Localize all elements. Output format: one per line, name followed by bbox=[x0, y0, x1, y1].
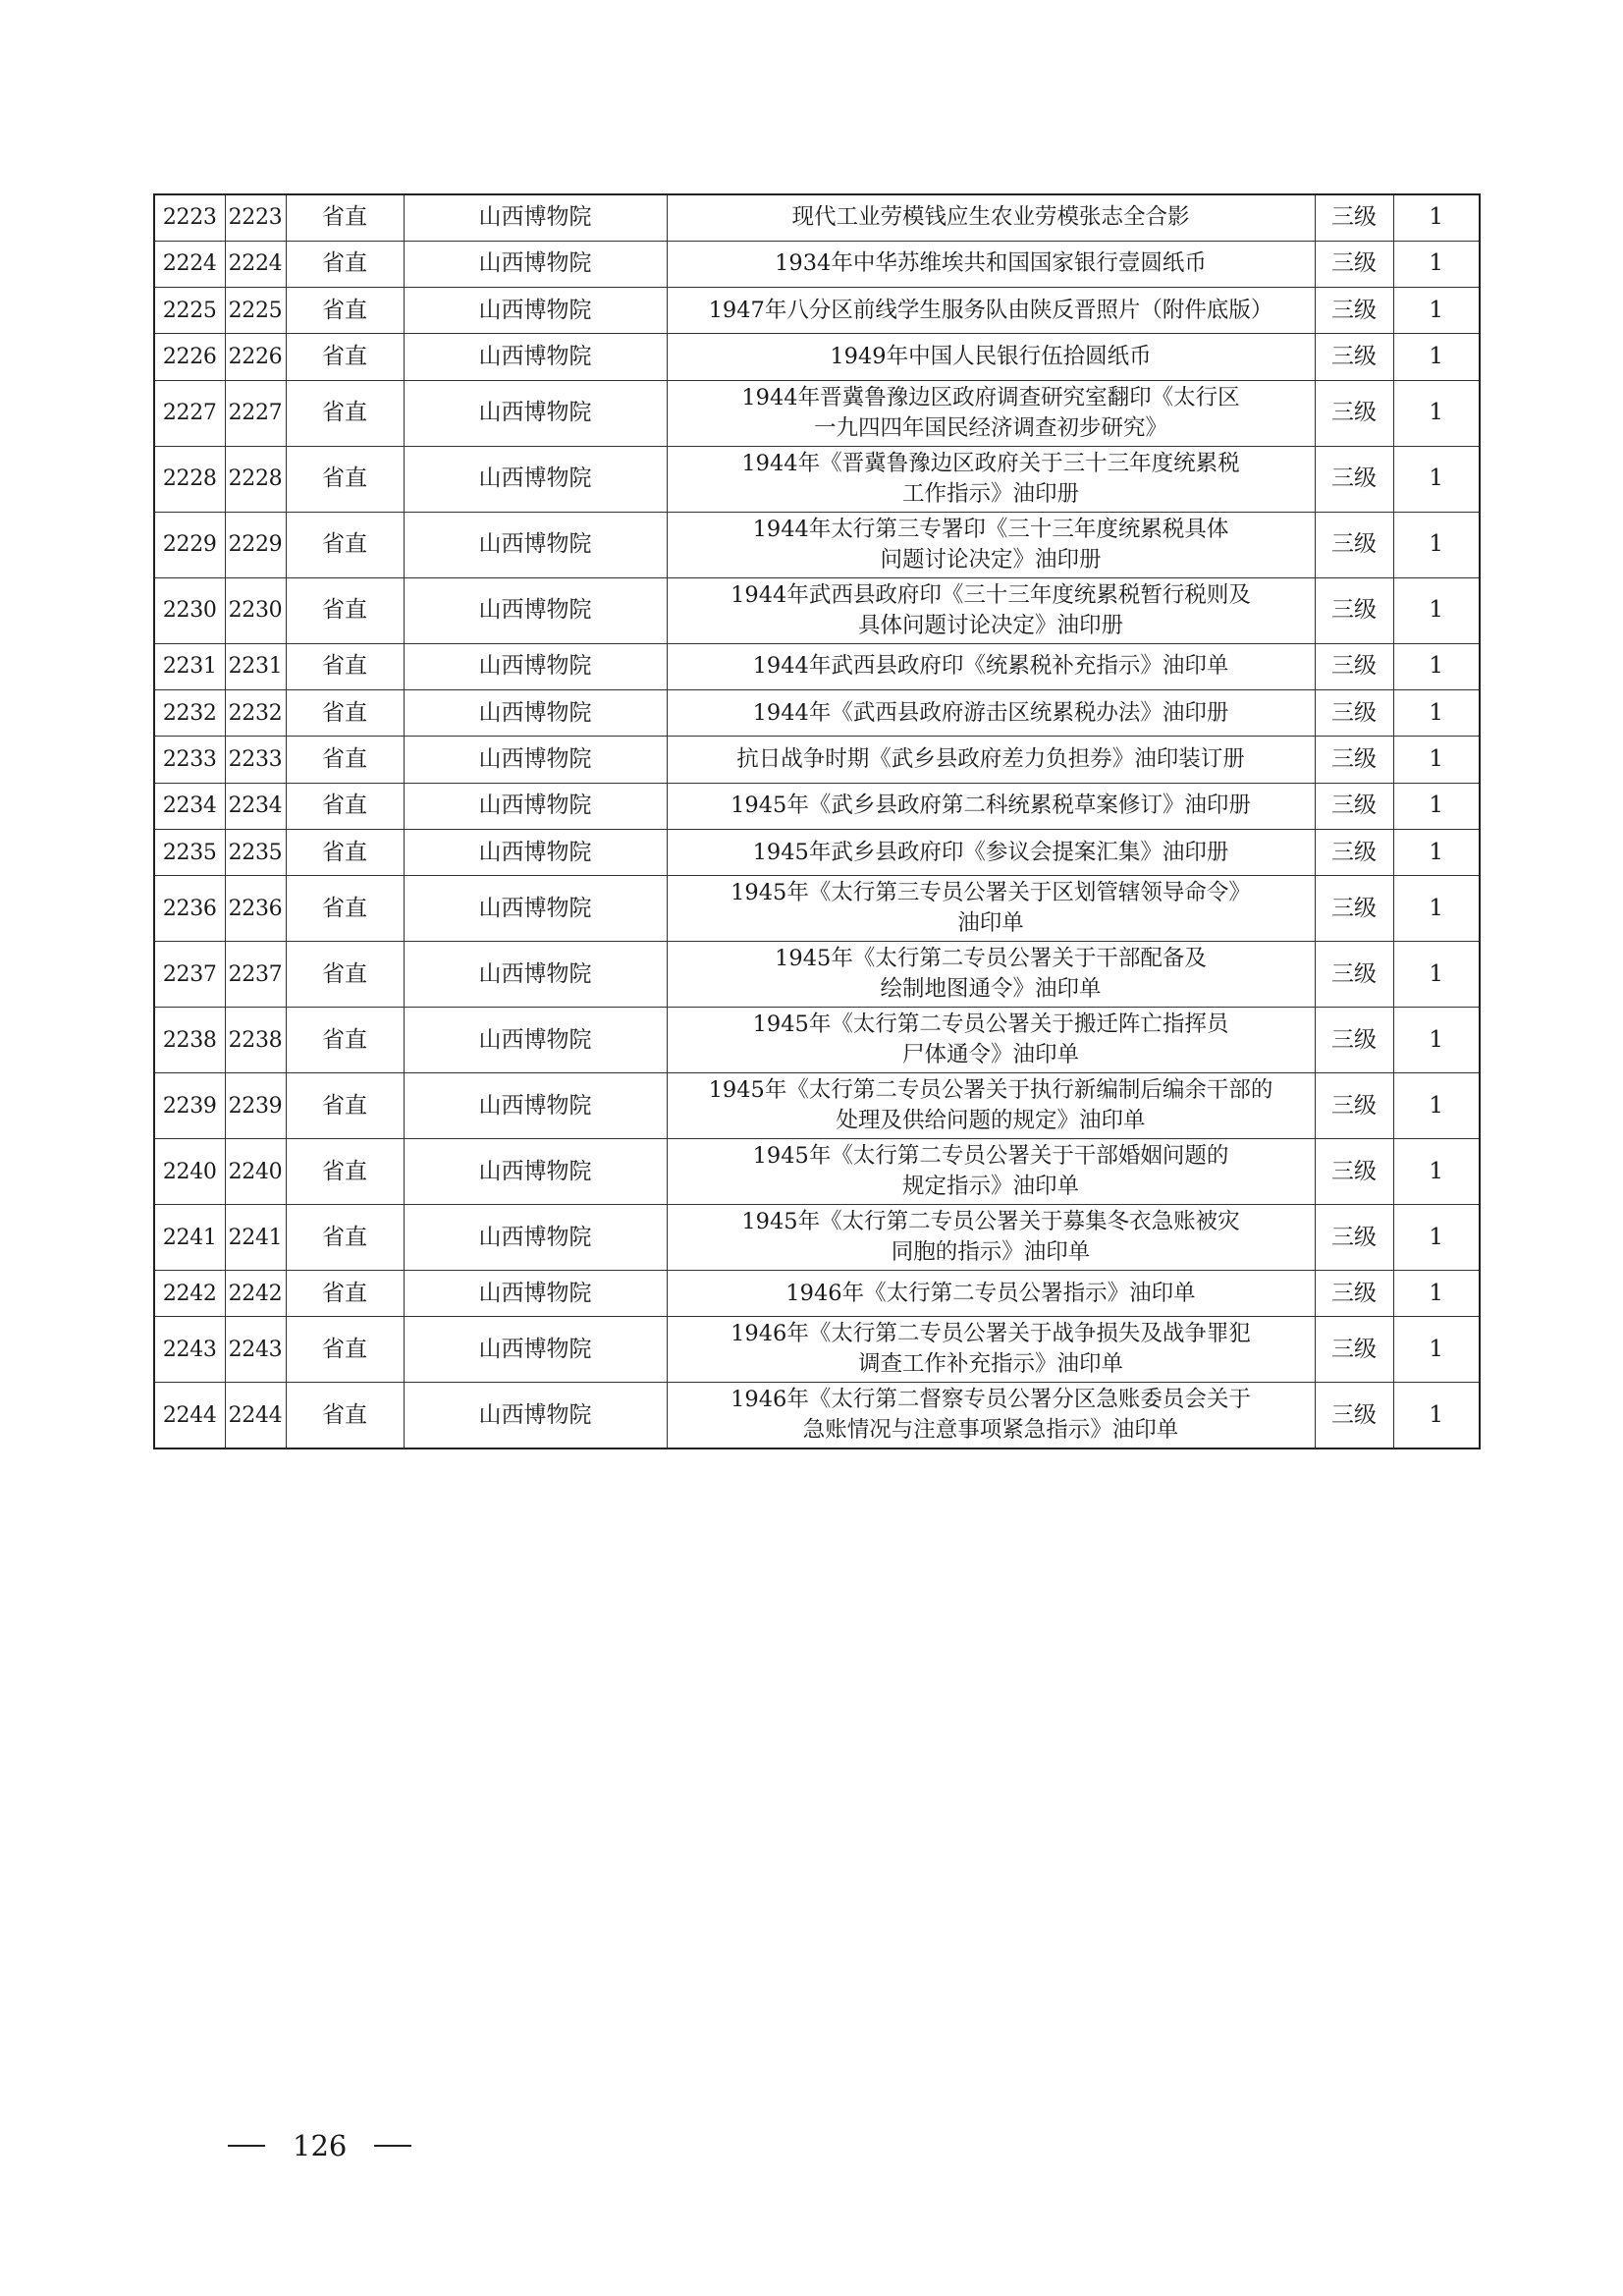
cell-category: 省直 bbox=[286, 288, 404, 334]
cell-relic-name: 1944年晋冀鲁豫边区政府调查研究室翻印《太行区 一九四四年国民经济调查初步研究》 bbox=[667, 380, 1315, 446]
cell-category: 省直 bbox=[286, 1317, 404, 1383]
cell-category: 省直 bbox=[286, 1008, 404, 1073]
cell-quantity: 1 bbox=[1393, 1205, 1480, 1271]
table-row bbox=[154, 643, 1480, 689]
cell-catalog-no: 2230 bbox=[225, 577, 286, 643]
cell-seq: 2227 bbox=[154, 380, 225, 446]
cell-catalog-no: 2227 bbox=[225, 380, 286, 446]
cell-category: 省直 bbox=[286, 1271, 404, 1317]
table-row bbox=[154, 577, 1480, 643]
cell-catalog-no: 2244 bbox=[225, 1383, 286, 1449]
right-dash bbox=[374, 2145, 411, 2147]
cell-grade: 三级 bbox=[1315, 288, 1393, 334]
cell-unit: 山西博物院 bbox=[404, 829, 667, 875]
cell-grade: 三级 bbox=[1315, 577, 1393, 643]
cell-unit: 山西博物院 bbox=[404, 689, 667, 736]
cell-relic-name: 1944年太行第三专署印《三十三年度统累税具体 问题讨论决定》油印册 bbox=[667, 512, 1315, 577]
cell-relic-name: 1945年《太行第三专员公署关于区划管辖领导命令》 油印单 bbox=[667, 876, 1315, 942]
cell-seq: 2238 bbox=[154, 1008, 225, 1073]
table-row bbox=[154, 689, 1480, 736]
cell-quantity: 1 bbox=[1393, 194, 1480, 241]
cell-seq: 2235 bbox=[154, 829, 225, 875]
cell-quantity: 1 bbox=[1393, 288, 1480, 334]
cell-quantity: 1 bbox=[1393, 1008, 1480, 1073]
table-row bbox=[154, 783, 1480, 829]
cell-relic-name: 1945年《太行第二专员公署关于干部配备及 绘制地图通令》油印单 bbox=[667, 942, 1315, 1008]
cell-category: 省直 bbox=[286, 334, 404, 380]
cell-category: 省直 bbox=[286, 1139, 404, 1205]
cell-seq: 2228 bbox=[154, 446, 225, 512]
cell-unit: 山西博物院 bbox=[404, 512, 667, 577]
cell-quantity: 1 bbox=[1393, 876, 1480, 942]
cell-catalog-no: 2235 bbox=[225, 829, 286, 875]
cell-category: 省直 bbox=[286, 241, 404, 287]
cell-catalog-no: 2226 bbox=[225, 334, 286, 380]
cell-quantity: 1 bbox=[1393, 241, 1480, 287]
cell-catalog-no: 2234 bbox=[225, 783, 286, 829]
cell-unit: 山西博物院 bbox=[404, 1317, 667, 1383]
cell-grade: 三级 bbox=[1315, 783, 1393, 829]
cell-catalog-no: 2243 bbox=[225, 1317, 286, 1383]
cell-relic-name: 1944年武西县政府印《统累税补充指示》油印单 bbox=[667, 643, 1315, 689]
cell-catalog-no: 2233 bbox=[225, 737, 286, 783]
table-row bbox=[154, 829, 1480, 875]
table-row bbox=[154, 194, 1480, 241]
cell-grade: 三级 bbox=[1315, 737, 1393, 783]
cell-grade: 三级 bbox=[1315, 1271, 1393, 1317]
cell-category: 省直 bbox=[286, 577, 404, 643]
cell-grade: 三级 bbox=[1315, 643, 1393, 689]
table-row bbox=[154, 1317, 1480, 1383]
table-row bbox=[154, 1073, 1480, 1139]
cell-quantity: 1 bbox=[1393, 783, 1480, 829]
cell-seq: 2230 bbox=[154, 577, 225, 643]
cell-quantity: 1 bbox=[1393, 1271, 1480, 1317]
cell-seq: 2239 bbox=[154, 1073, 225, 1139]
cell-seq: 2226 bbox=[154, 334, 225, 380]
cell-category: 省直 bbox=[286, 829, 404, 875]
cell-grade: 三级 bbox=[1315, 334, 1393, 380]
cell-unit: 山西博物院 bbox=[404, 1073, 667, 1139]
cell-grade: 三级 bbox=[1315, 194, 1393, 241]
cell-quantity: 1 bbox=[1393, 942, 1480, 1008]
cell-category: 省直 bbox=[286, 643, 404, 689]
cell-grade: 三级 bbox=[1315, 1205, 1393, 1271]
cell-quantity: 1 bbox=[1393, 334, 1480, 380]
cell-unit: 山西博物院 bbox=[404, 288, 667, 334]
cell-grade: 三级 bbox=[1315, 380, 1393, 446]
cell-quantity: 1 bbox=[1393, 1073, 1480, 1139]
cell-quantity: 1 bbox=[1393, 512, 1480, 577]
cell-unit: 山西博物院 bbox=[404, 334, 667, 380]
cell-unit: 山西博物院 bbox=[404, 194, 667, 241]
table-row bbox=[154, 446, 1480, 512]
cell-quantity: 1 bbox=[1393, 1317, 1480, 1383]
cell-quantity: 1 bbox=[1393, 689, 1480, 736]
cell-catalog-no: 2238 bbox=[225, 1008, 286, 1073]
cell-grade: 三级 bbox=[1315, 1139, 1393, 1205]
cell-unit: 山西博物院 bbox=[404, 1008, 667, 1073]
cell-seq: 2224 bbox=[154, 241, 225, 287]
cell-category: 省直 bbox=[286, 380, 404, 446]
cell-grade: 三级 bbox=[1315, 241, 1393, 287]
cell-seq: 2229 bbox=[154, 512, 225, 577]
cell-category: 省直 bbox=[286, 783, 404, 829]
relics-table-body bbox=[154, 194, 1480, 1449]
cell-category: 省直 bbox=[286, 1205, 404, 1271]
cell-quantity: 1 bbox=[1393, 737, 1480, 783]
cell-catalog-no: 2242 bbox=[225, 1271, 286, 1317]
cell-unit: 山西博物院 bbox=[404, 1383, 667, 1449]
cell-seq: 2241 bbox=[154, 1205, 225, 1271]
cell-relic-name: 现代工业劳模钱应生农业劳模张志全合影 bbox=[667, 194, 1315, 241]
cell-category: 省直 bbox=[286, 737, 404, 783]
cell-seq: 2223 bbox=[154, 194, 225, 241]
cell-relic-name: 抗日战争时期《武乡县政府差力负担券》油印装订册 bbox=[667, 737, 1315, 783]
cell-relic-name: 1934年中华苏维埃共和国国家银行壹圆纸币 bbox=[667, 241, 1315, 287]
cell-grade: 三级 bbox=[1315, 1008, 1393, 1073]
cell-relic-name: 1947年八分区前线学生服务队由陕反晋照片（附件底版） bbox=[667, 288, 1315, 334]
cell-relic-name: 1944年武西县政府印《三十三年度统累税暂行税则及 具体问题讨论决定》油印册 bbox=[667, 577, 1315, 643]
table-row bbox=[154, 512, 1480, 577]
cell-catalog-no: 2225 bbox=[225, 288, 286, 334]
cell-grade: 三级 bbox=[1315, 829, 1393, 875]
table-row bbox=[154, 1008, 1480, 1073]
cell-quantity: 1 bbox=[1393, 577, 1480, 643]
table-row bbox=[154, 942, 1480, 1008]
cell-relic-name: 1945年《太行第二专员公署关于搬迁阵亡指挥员 尸体通令》油印单 bbox=[667, 1008, 1315, 1073]
table-row bbox=[154, 737, 1480, 783]
cell-catalog-no: 2241 bbox=[225, 1205, 286, 1271]
left-dash bbox=[228, 2145, 265, 2147]
cell-seq: 2234 bbox=[154, 783, 225, 829]
cell-grade: 三级 bbox=[1315, 689, 1393, 736]
table-row bbox=[154, 288, 1480, 334]
table-row bbox=[154, 876, 1480, 942]
cell-grade: 三级 bbox=[1315, 1317, 1393, 1383]
cell-seq: 2237 bbox=[154, 942, 225, 1008]
cell-unit: 山西博物院 bbox=[404, 1139, 667, 1205]
cell-seq: 2231 bbox=[154, 643, 225, 689]
cell-unit: 山西博物院 bbox=[404, 380, 667, 446]
cell-unit: 山西博物院 bbox=[404, 783, 667, 829]
cell-relic-name: 1945年武乡县政府印《参议会提案汇集》油印册 bbox=[667, 829, 1315, 875]
cell-quantity: 1 bbox=[1393, 829, 1480, 875]
cell-catalog-no: 2239 bbox=[225, 1073, 286, 1139]
table-row bbox=[154, 1139, 1480, 1205]
cell-grade: 三级 bbox=[1315, 512, 1393, 577]
cell-category: 省直 bbox=[286, 194, 404, 241]
cell-category: 省直 bbox=[286, 1383, 404, 1449]
cell-quantity: 1 bbox=[1393, 1139, 1480, 1205]
cell-unit: 山西博物院 bbox=[404, 942, 667, 1008]
cell-relic-name: 1944年《晋冀鲁豫边区政府关于三十三年度统累税 工作指示》油印册 bbox=[667, 446, 1315, 512]
cell-catalog-no: 2232 bbox=[225, 689, 286, 736]
page-footer bbox=[228, 2129, 411, 2162]
cell-category: 省直 bbox=[286, 942, 404, 1008]
cell-relic-name: 1946年《太行第二督察专员公署分区急账委员会关于 急账情况与注意事项紧急指示》油印单 bbox=[667, 1383, 1315, 1449]
page-number: 126 bbox=[293, 2129, 348, 2162]
cell-catalog-no: 2229 bbox=[225, 512, 286, 577]
cell-relic-name: 1946年《太行第二专员公署指示》油印单 bbox=[667, 1271, 1315, 1317]
relics-table bbox=[153, 193, 1481, 1449]
cell-seq: 2244 bbox=[154, 1383, 225, 1449]
cell-category: 省直 bbox=[286, 1073, 404, 1139]
cell-category: 省直 bbox=[286, 446, 404, 512]
cell-relic-name: 1945年《太行第二专员公署关于执行新编制后编余干部的 处理及供给问题的规定》油印单 bbox=[667, 1073, 1315, 1139]
cell-grade: 三级 bbox=[1315, 876, 1393, 942]
cell-unit: 山西博物院 bbox=[404, 643, 667, 689]
table-row bbox=[154, 1205, 1480, 1271]
cell-quantity: 1 bbox=[1393, 643, 1480, 689]
table-row bbox=[154, 241, 1480, 287]
cell-catalog-no: 2231 bbox=[225, 643, 286, 689]
cell-relic-name: 1945年《太行第二专员公署关于干部婚姻问题的 规定指示》油印单 bbox=[667, 1139, 1315, 1205]
cell-catalog-no: 2237 bbox=[225, 942, 286, 1008]
cell-catalog-no: 2224 bbox=[225, 241, 286, 287]
cell-seq: 2232 bbox=[154, 689, 225, 736]
cell-relic-name: 1945年《太行第二专员公署关于募集冬衣急账被灾 同胞的指示》油印单 bbox=[667, 1205, 1315, 1271]
cell-seq: 2243 bbox=[154, 1317, 225, 1383]
cell-category: 省直 bbox=[286, 689, 404, 736]
cell-catalog-no: 2236 bbox=[225, 876, 286, 942]
cell-grade: 三级 bbox=[1315, 942, 1393, 1008]
cell-seq: 2242 bbox=[154, 1271, 225, 1317]
cell-grade: 三级 bbox=[1315, 1383, 1393, 1449]
cell-unit: 山西博物院 bbox=[404, 737, 667, 783]
cell-relic-name: 1944年《武西县政府游击区统累税办法》油印册 bbox=[667, 689, 1315, 736]
cell-unit: 山西博物院 bbox=[404, 577, 667, 643]
table-row bbox=[154, 1271, 1480, 1317]
cell-quantity: 1 bbox=[1393, 1383, 1480, 1449]
cell-relic-name: 1945年《武乡县政府第二科统累税草案修订》油印册 bbox=[667, 783, 1315, 829]
cell-catalog-no: 2223 bbox=[225, 194, 286, 241]
table-row bbox=[154, 380, 1480, 446]
cell-seq: 2236 bbox=[154, 876, 225, 942]
cell-unit: 山西博物院 bbox=[404, 1205, 667, 1271]
cell-quantity: 1 bbox=[1393, 380, 1480, 446]
cell-catalog-no: 2240 bbox=[225, 1139, 286, 1205]
cell-relic-name: 1949年中国人民银行伍拾圆纸币 bbox=[667, 334, 1315, 380]
cell-seq: 2240 bbox=[154, 1139, 225, 1205]
cell-relic-name: 1946年《太行第二专员公署关于战争损失及战争罪犯 调查工作补充指示》油印单 bbox=[667, 1317, 1315, 1383]
table-row bbox=[154, 334, 1480, 380]
cell-unit: 山西博物院 bbox=[404, 1271, 667, 1317]
cell-seq: 2233 bbox=[154, 737, 225, 783]
cell-unit: 山西博物院 bbox=[404, 876, 667, 942]
cell-unit: 山西博物院 bbox=[404, 446, 667, 512]
cell-category: 省直 bbox=[286, 512, 404, 577]
cell-category: 省直 bbox=[286, 876, 404, 942]
table-row bbox=[154, 1383, 1480, 1449]
cell-unit: 山西博物院 bbox=[404, 241, 667, 287]
cell-grade: 三级 bbox=[1315, 446, 1393, 512]
cell-grade: 三级 bbox=[1315, 1073, 1393, 1139]
cell-quantity: 1 bbox=[1393, 446, 1480, 512]
cell-seq: 2225 bbox=[154, 288, 225, 334]
cell-catalog-no: 2228 bbox=[225, 446, 286, 512]
